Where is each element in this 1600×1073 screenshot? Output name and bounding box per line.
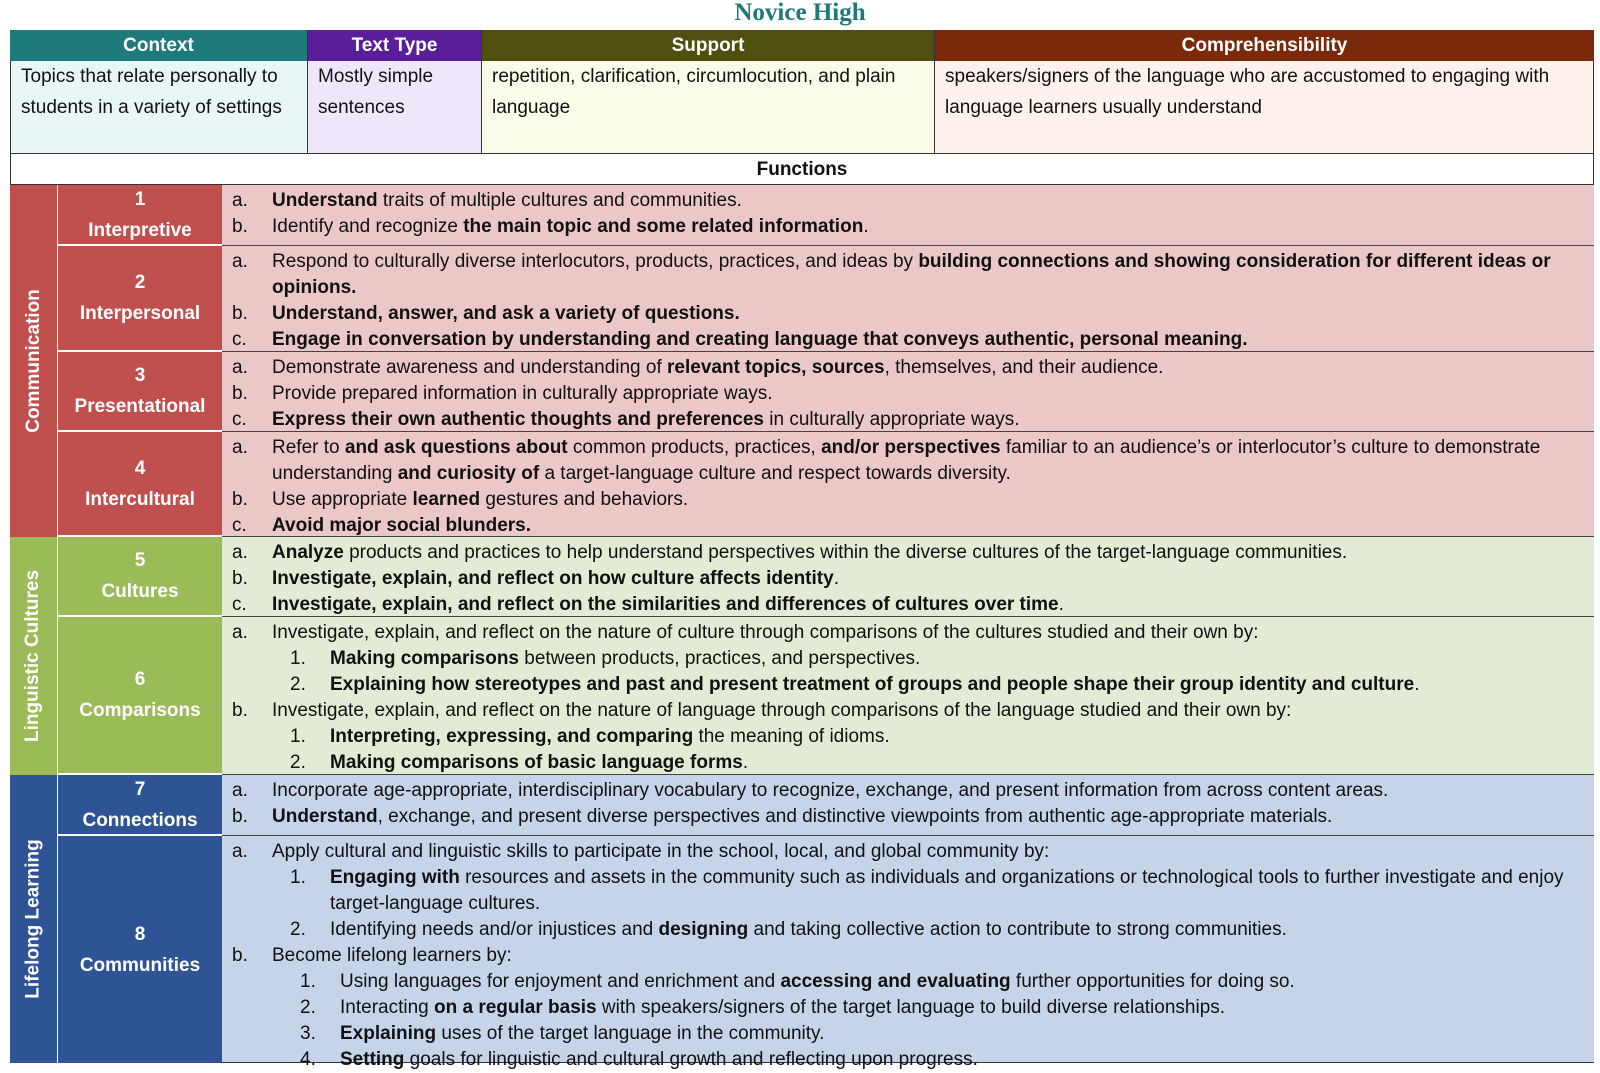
mode-connections bbox=[58, 775, 222, 836]
list-item: c. Express their own authentic thoughts and preferences in culturally appropriate ways. bbox=[232, 409, 1020, 430]
header-text-type: Text Type bbox=[308, 30, 482, 61]
group-label: Lifelong Learning bbox=[22, 839, 44, 999]
list-item: b. Provide prepared information in culturally appropriate ways. bbox=[232, 383, 773, 404]
list-item: b. Become lifelong learners by: bbox=[232, 945, 512, 966]
page-title: Novice High bbox=[734, 0, 866, 26]
list-item: a. Understand traits of multiple cultures and communities. bbox=[232, 190, 742, 211]
list-item: b. Understand, answer, and ask a variety of questions. bbox=[232, 303, 740, 324]
mode-number: 4 bbox=[134, 457, 146, 479]
list-item: b. Understand, exchange, and present diverse perspectives and distinctive viewpoints from authentic age-appropriate materials. bbox=[232, 806, 1333, 827]
list-item: c. Avoid major social blunders. bbox=[232, 515, 532, 536]
mode-number: 5 bbox=[134, 550, 146, 571]
mode-name: Cultures bbox=[101, 581, 179, 602]
sub-list-item: 2. Explaining how stereotypes and past and present treatment of groups and people shape their group identity and culture. bbox=[290, 674, 1420, 695]
functions-interpretive bbox=[222, 185, 1594, 246]
list-item: a. Respond to culturally diverse interlocutors, products, practices, and ideas by building connections and showing consideration for different ideas or opinions. bbox=[232, 251, 1551, 298]
mode-comparisons bbox=[58, 617, 222, 775]
sub-list-item: 4. Setting goals for linguistic and cultural growth and reflecting upon progress. bbox=[300, 1049, 978, 1070]
functions-interpersonal bbox=[222, 246, 1594, 352]
list-item: b. Identify and recognize the main topic and some related information. bbox=[232, 216, 869, 237]
mode-name: Intercultural bbox=[85, 488, 195, 510]
sub-list-item: 3. Explaining uses of the target language in the community. bbox=[300, 1023, 825, 1044]
mode-name: Communities bbox=[79, 954, 201, 976]
context-cell: Topics that relate personally to students in a variety of settings bbox=[10, 61, 308, 154]
functions-heading: Functions bbox=[10, 154, 1594, 185]
functions-communities bbox=[222, 836, 1594, 1070]
group-lifelong-learning bbox=[10, 775, 58, 1063]
mode-number: 1 bbox=[134, 188, 146, 210]
mode-name: Presentational bbox=[74, 396, 206, 417]
mode-number: 2 bbox=[134, 272, 146, 293]
list-item: c. Investigate, explain, and reflect on the similarities and differences of cultures over time. bbox=[232, 594, 1064, 615]
list-item: c. Engage in conversation by understanding and creating language that conveys authentic, personal meaning. bbox=[232, 329, 1248, 350]
mode-name: Connections bbox=[82, 809, 198, 831]
group-linguistic-cultures bbox=[10, 537, 58, 775]
group-label: Linguistic Cultures bbox=[22, 569, 44, 743]
list-item: a. Demonstrate awareness and understanding of relevant topics, sources, themselves, and their audience. bbox=[232, 357, 1164, 378]
group-communication bbox=[10, 185, 58, 537]
list-item: b. Investigate, explain, and reflect on the nature of language through comparisons of the language studied and their own by: bbox=[232, 700, 1292, 721]
mode-intercultural bbox=[58, 432, 222, 537]
standards-table bbox=[10, 30, 1594, 1070]
sub-list-item: 2. Identifying needs and/or injustices and designing and taking collective action to contribute to strong communities. bbox=[290, 919, 1287, 940]
comprehensibility-cell: speakers/signers of the language who are accustomed to engaging with language learners usually understand bbox=[935, 61, 1594, 154]
functions-presentational bbox=[222, 352, 1594, 432]
list-item: a. Refer to and ask questions about common products, practices, and/or perspectives familiar to an audience’s or interlocutor’s culture to demonstrate understanding and curiosity of a target-language culture and respect towards diversity. bbox=[232, 437, 1541, 484]
mode-number: 6 bbox=[134, 669, 146, 690]
list-item: b. Investigate, explain, and reflect on how culture affects identity. bbox=[232, 568, 839, 589]
mode-number: 3 bbox=[134, 365, 146, 386]
mode-name: Interpretive bbox=[88, 219, 192, 241]
mode-interpretive bbox=[58, 185, 222, 246]
mode-name: Interpersonal bbox=[79, 303, 201, 324]
sub-list-item: 1. Interpreting, expressing, and comparing the meaning of idioms. bbox=[290, 726, 890, 747]
list-item: a. Investigate, explain, and reflect on the nature of culture through comparisons of the cultures studied and their own by: bbox=[232, 622, 1259, 643]
mode-number: 8 bbox=[134, 923, 146, 945]
list-item: a. Apply cultural and linguistic skills to participate in the school, local, and global community by: bbox=[232, 841, 1050, 862]
functions-comparisons bbox=[222, 617, 1594, 775]
sub-list-item: 2. Interacting on a regular basis with speakers/signers of the target language to build diverse relationships. bbox=[300, 997, 1226, 1018]
support-cell: repetition, clarification, circumlocution, and plain language bbox=[482, 61, 935, 154]
header-comprehensibility: Comprehensibility bbox=[935, 30, 1594, 61]
functions-cultures bbox=[222, 537, 1594, 617]
list-item: b. Use appropriate learned gestures and behaviors. bbox=[232, 489, 689, 510]
list-item: a. Incorporate age-appropriate, interdisciplinary vocabulary to recognize, exchange, and present information from across content areas. bbox=[232, 780, 1389, 801]
sub-list-item: 1. Making comparisons between products, practices, and perspectives. bbox=[290, 648, 921, 669]
mode-interpersonal bbox=[58, 246, 222, 352]
group-label: Communication bbox=[22, 289, 44, 433]
mode-presentational bbox=[58, 352, 222, 432]
list-item: a. Analyze products and practices to help understand perspectives within the diverse cultures of the target-language communities. bbox=[232, 542, 1348, 563]
mode-name: Comparisons bbox=[79, 700, 201, 721]
functions-connections bbox=[222, 775, 1594, 836]
header-context: Context bbox=[10, 30, 308, 61]
text-type-cell: Mostly simple sentences bbox=[308, 61, 482, 154]
functions-intercultural bbox=[222, 432, 1594, 537]
sub-list-item: 2. Making comparisons of basic language forms. bbox=[290, 752, 749, 773]
sub-list-item: 1. Engaging with resources and assets in the community such as individuals and organizations or technological tools to further investigate and enjoy target-language cultures. bbox=[290, 867, 1564, 914]
sub-list-item: 1. Using languages for enjoyment and enrichment and accessing and evaluating further opportunities for doing so. bbox=[300, 971, 1295, 992]
mode-cultures bbox=[58, 537, 222, 617]
mode-communities bbox=[58, 836, 222, 1063]
mode-number: 7 bbox=[134, 778, 146, 800]
header-support: Support bbox=[482, 30, 935, 61]
